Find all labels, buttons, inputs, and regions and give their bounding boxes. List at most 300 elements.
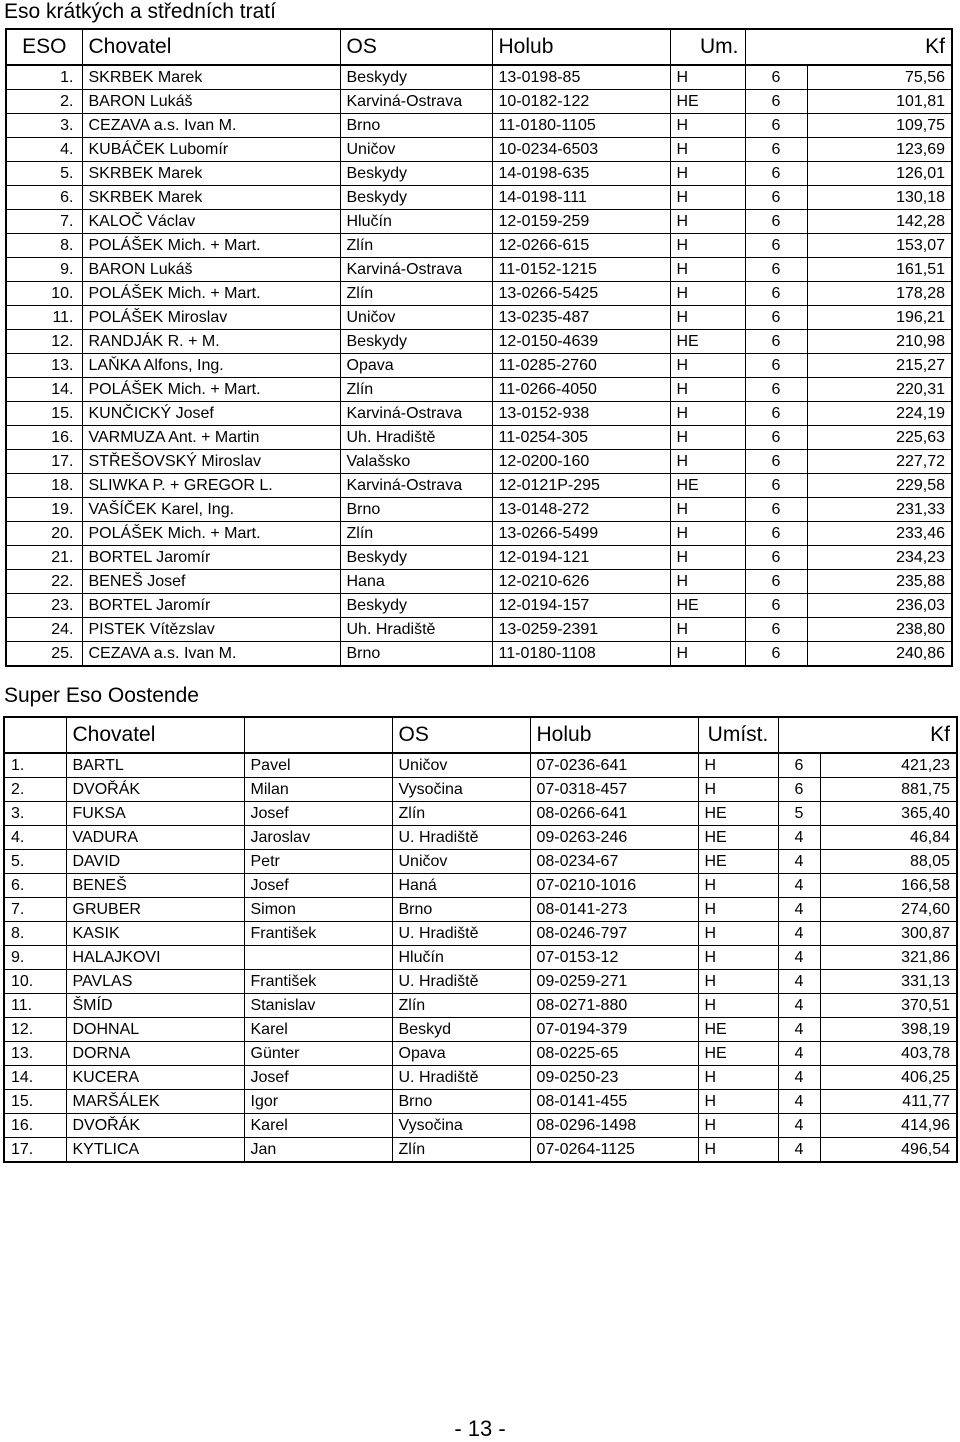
- table-cell: 08-0225-65: [530, 1042, 698, 1066]
- table-cell: 161,51: [807, 258, 952, 282]
- table-cell: 238,80: [807, 618, 952, 642]
- page-number: - 13 -: [454, 1416, 506, 1441]
- table-cell: Pavel: [244, 753, 392, 778]
- table-cell: H: [698, 994, 778, 1018]
- table-cell: 10.: [4, 970, 66, 994]
- table-cell: VADURA: [66, 826, 244, 850]
- table-cell: 08-0141-273: [530, 898, 698, 922]
- table-cell: František: [244, 922, 392, 946]
- table-cell: H: [670, 498, 745, 522]
- table-cell: ŠMÍD: [66, 994, 244, 1018]
- table-cell: H: [670, 426, 745, 450]
- table-cell: 4.: [6, 138, 82, 162]
- table-row: [6, 162, 952, 186]
- table-row: [4, 753, 957, 778]
- table-cell: 6: [778, 778, 820, 802]
- table-cell: 166,58: [820, 874, 957, 898]
- table-cell: 274,60: [820, 898, 957, 922]
- table-cell: Zlín: [340, 522, 492, 546]
- table-cell: 11.: [4, 994, 66, 1018]
- table-cell: 11-0266-4050: [492, 378, 670, 402]
- table-cell: 4: [778, 946, 820, 970]
- table-cell: 300,87: [820, 922, 957, 946]
- table-cell: 224,19: [807, 402, 952, 426]
- table-cell: DAVID: [66, 850, 244, 874]
- table-cell: Uh. Hradiště: [340, 618, 492, 642]
- table-cell: HE: [698, 826, 778, 850]
- table-cell: 11.: [6, 306, 82, 330]
- table-cell: 126,01: [807, 162, 952, 186]
- table-cell: 4: [778, 1018, 820, 1042]
- table-cell: H: [670, 282, 745, 306]
- table-cell: HE: [698, 850, 778, 874]
- table-cell: Beskyd: [392, 1018, 530, 1042]
- table-cell: 4.: [4, 826, 66, 850]
- table-cell: 13-0235-487: [492, 306, 670, 330]
- table-cell: 6: [745, 546, 807, 570]
- table-row: [6, 450, 952, 474]
- table-cell: U. Hradiště: [392, 826, 530, 850]
- table-row: [6, 402, 952, 426]
- table-cell: 6: [745, 594, 807, 618]
- table-cell: 08-0296-1498: [530, 1114, 698, 1138]
- table-cell: 4: [778, 874, 820, 898]
- table-cell: 225,63: [807, 426, 952, 450]
- table-cell: 6: [745, 522, 807, 546]
- table-cell: Opava: [392, 1042, 530, 1066]
- table-cell: 14.: [6, 378, 82, 402]
- table-cell: H: [670, 210, 745, 234]
- table-row: [4, 1018, 957, 1042]
- table-row: [4, 970, 957, 994]
- column-header: Kf: [778, 717, 957, 753]
- table-cell: KUBÁČEK Lubomír: [82, 138, 340, 162]
- table-row: [4, 826, 957, 850]
- table-cell: HE: [698, 1018, 778, 1042]
- table-cell: 12-0121P-295: [492, 474, 670, 498]
- table-cell: 229,58: [807, 474, 952, 498]
- table-row: [4, 1090, 957, 1114]
- table-cell: BARON Lukáš: [82, 90, 340, 114]
- table-cell: 07-0264-1125: [530, 1138, 698, 1163]
- table-row: [6, 426, 952, 450]
- table-cell: H: [670, 402, 745, 426]
- table-cell: BARTL: [66, 753, 244, 778]
- table-cell: 6.: [6, 186, 82, 210]
- table-cell: HE: [670, 90, 745, 114]
- table-cell: 13.: [6, 354, 82, 378]
- table-cell: Brno: [340, 642, 492, 667]
- table-cell: 13-0148-272: [492, 498, 670, 522]
- table-cell: 5.: [4, 850, 66, 874]
- table-cell: H: [698, 970, 778, 994]
- table-row: [6, 570, 952, 594]
- table-row: [4, 778, 957, 802]
- table-cell: 07-0153-12: [530, 946, 698, 970]
- table-cell: H: [670, 546, 745, 570]
- table-cell: 13.: [4, 1042, 66, 1066]
- table-cell: František: [244, 970, 392, 994]
- table-cell: U. Hradiště: [392, 970, 530, 994]
- table-row: [6, 546, 952, 570]
- table-cell: 6: [745, 450, 807, 474]
- table-cell: Jaroslav: [244, 826, 392, 850]
- table-cell: Karviná-Ostrava: [340, 402, 492, 426]
- table-cell: BARON Lukáš: [82, 258, 340, 282]
- table-row: [6, 522, 952, 546]
- table-row: [6, 65, 952, 90]
- table-cell: Opava: [340, 354, 492, 378]
- table-cell: 236,03: [807, 594, 952, 618]
- table1-title: Eso krátkých a středních tratí: [4, 0, 276, 23]
- table-cell: Valašsko: [340, 450, 492, 474]
- table-cell: 4: [778, 1138, 820, 1163]
- table-cell: 9.: [4, 946, 66, 970]
- table-cell: 10.: [6, 282, 82, 306]
- table-cell: Günter: [244, 1042, 392, 1066]
- table-cell: 6: [745, 498, 807, 522]
- table-cell: 6: [745, 570, 807, 594]
- table-cell: Josef: [244, 1066, 392, 1090]
- table-cell: HE: [670, 474, 745, 498]
- table-row: [6, 474, 952, 498]
- table-row: [4, 1138, 957, 1163]
- table-row: [4, 922, 957, 946]
- table-cell: Karviná-Ostrava: [340, 90, 492, 114]
- table-row: [6, 114, 952, 138]
- table-cell: 12-0159-259: [492, 210, 670, 234]
- table-cell: Beskydy: [340, 330, 492, 354]
- table-cell: Zlín: [392, 994, 530, 1018]
- table-cell: Petr: [244, 850, 392, 874]
- column-header: Chovatel: [66, 717, 244, 753]
- table-cell: H: [698, 922, 778, 946]
- table-cell: BENEŠ: [66, 874, 244, 898]
- table-cell: 231,33: [807, 498, 952, 522]
- table-row: [4, 994, 957, 1018]
- table-cell: 6: [745, 282, 807, 306]
- table-cell: 08-0234-67: [530, 850, 698, 874]
- table-cell: 12.: [4, 1018, 66, 1042]
- table-row: [6, 378, 952, 402]
- table-cell: H: [670, 306, 745, 330]
- table-cell: Simon: [244, 898, 392, 922]
- table-row: [4, 1066, 957, 1090]
- table-cell: 8.: [6, 234, 82, 258]
- table-cell: 220,31: [807, 378, 952, 402]
- table-cell: 07-0210-1016: [530, 874, 698, 898]
- table-row: [6, 306, 952, 330]
- table-row: [6, 618, 952, 642]
- table-cell: H: [670, 258, 745, 282]
- table-cell: 6: [745, 90, 807, 114]
- column-header: Chovatel: [82, 29, 340, 65]
- table-cell: Uničov: [392, 753, 530, 778]
- table-cell: 142,28: [807, 210, 952, 234]
- table-cell: Karviná-Ostrava: [340, 474, 492, 498]
- table-cell: 09-0263-246: [530, 826, 698, 850]
- column-header: OS: [392, 717, 530, 753]
- table-row: [6, 138, 952, 162]
- table-cell: 15.: [6, 402, 82, 426]
- table-cell: 13-0259-2391: [492, 618, 670, 642]
- table-cell: 1.: [6, 65, 82, 90]
- table-cell: SKRBEK Marek: [82, 186, 340, 210]
- table-cell: 2.: [6, 90, 82, 114]
- table-cell: 240,86: [807, 642, 952, 667]
- table-cell: 16.: [4, 1114, 66, 1138]
- table-cell: 6.: [4, 874, 66, 898]
- table-cell: 4: [778, 850, 820, 874]
- table-cell: 07-0318-457: [530, 778, 698, 802]
- table-cell: 12-0210-626: [492, 570, 670, 594]
- column-header: Holub: [530, 717, 698, 753]
- table-cell: 235,88: [807, 570, 952, 594]
- table-cell: 4: [778, 1042, 820, 1066]
- table-cell: 09-0250-23: [530, 1066, 698, 1090]
- table-cell: 4: [778, 970, 820, 994]
- table-cell: 6: [778, 753, 820, 778]
- table-cell: 6: [745, 402, 807, 426]
- table-cell: 12-0194-121: [492, 546, 670, 570]
- table-cell: H: [698, 753, 778, 778]
- table-cell: 7.: [6, 210, 82, 234]
- table-cell: 5.: [6, 162, 82, 186]
- table-cell: Zlín: [392, 802, 530, 826]
- table-cell: H: [698, 1138, 778, 1163]
- table-cell: 11-0180-1108: [492, 642, 670, 667]
- table-cell: 6: [745, 234, 807, 258]
- table-cell: 14-0198-111: [492, 186, 670, 210]
- table-cell: 6: [745, 258, 807, 282]
- table-cell: 1.: [4, 753, 66, 778]
- table-cell: GRUBER: [66, 898, 244, 922]
- table-cell: 46,84: [820, 826, 957, 850]
- table-cell: 13-0266-5425: [492, 282, 670, 306]
- table-cell: Stanislav: [244, 994, 392, 1018]
- table-cell: 6: [745, 354, 807, 378]
- table-cell: RANDJÁK R. + M.: [82, 330, 340, 354]
- table-cell: PISTEK Vítězslav: [82, 618, 340, 642]
- table-cell: 5: [778, 802, 820, 826]
- table-cell: 6: [745, 306, 807, 330]
- table-row: [6, 594, 952, 618]
- table-cell: SLIWKA P. + GREGOR L.: [82, 474, 340, 498]
- table-cell: Beskydy: [340, 65, 492, 90]
- table-cell: BENEŠ Josef: [82, 570, 340, 594]
- table-cell: 10-0182-122: [492, 90, 670, 114]
- table-cell: Zlín: [392, 1138, 530, 1163]
- table-row: [4, 946, 957, 970]
- table-cell: 210,98: [807, 330, 952, 354]
- table-row: [6, 642, 952, 667]
- table-cell: POLÁŠEK Mich. + Mart.: [82, 378, 340, 402]
- table-cell: VAŠÍČEK Karel, Ing.: [82, 498, 340, 522]
- table-cell: 233,46: [807, 522, 952, 546]
- table-cell: H: [698, 946, 778, 970]
- table-row: [6, 210, 952, 234]
- table-cell: MARŠÁLEK: [66, 1090, 244, 1114]
- table-cell: 101,81: [807, 90, 952, 114]
- table-cell: 08-0271-880: [530, 994, 698, 1018]
- table-cell: 75,56: [807, 65, 952, 90]
- table-cell: 370,51: [820, 994, 957, 1018]
- table-cell: 6: [745, 426, 807, 450]
- table-cell: 23.: [6, 594, 82, 618]
- table-cell: 178,28: [807, 282, 952, 306]
- table-cell: H: [670, 450, 745, 474]
- table-cell: Vysočina: [392, 778, 530, 802]
- table-cell: H: [670, 234, 745, 258]
- table-cell: 07-0236-641: [530, 753, 698, 778]
- table-row: [4, 874, 957, 898]
- column-header: Umíst.: [698, 717, 778, 753]
- table-cell: Uh. Hradiště: [340, 426, 492, 450]
- table-cell: Milan: [244, 778, 392, 802]
- table-cell: H: [698, 1114, 778, 1138]
- table-cell: H: [670, 138, 745, 162]
- table-cell: Beskydy: [340, 186, 492, 210]
- table-cell: KASIK: [66, 922, 244, 946]
- table-cell: 08-0246-797: [530, 922, 698, 946]
- table-cell: DORNA: [66, 1042, 244, 1066]
- table-cell: 13-0198-85: [492, 65, 670, 90]
- table-cell: Igor: [244, 1090, 392, 1114]
- table-cell: 421,23: [820, 753, 957, 778]
- table-row: [4, 802, 957, 826]
- table-cell: 4: [778, 1066, 820, 1090]
- table-cell: H: [670, 65, 745, 90]
- table-cell: Hlučín: [392, 946, 530, 970]
- table-cell: 18.: [6, 474, 82, 498]
- table-cell: HE: [670, 594, 745, 618]
- table-row: [6, 186, 952, 210]
- table-cell: PAVLAS: [66, 970, 244, 994]
- table-cell: Uničov: [340, 306, 492, 330]
- table-cell: 20.: [6, 522, 82, 546]
- table-cell: H: [670, 522, 745, 546]
- table-cell: 414,96: [820, 1114, 957, 1138]
- column-header: [244, 717, 392, 753]
- table-cell: 16.: [6, 426, 82, 450]
- table-row: [6, 354, 952, 378]
- table-cell: BORTEL Jaromír: [82, 594, 340, 618]
- table-header-row: [4, 717, 957, 753]
- table-cell: 6: [745, 162, 807, 186]
- table-cell: SKRBEK Marek: [82, 162, 340, 186]
- table-cell: Brno: [340, 498, 492, 522]
- table-cell: 109,75: [807, 114, 952, 138]
- table-cell: Josef: [244, 874, 392, 898]
- table-cell: 08-0266-641: [530, 802, 698, 826]
- table-cell: 24.: [6, 618, 82, 642]
- table-cell: CEZAVA a.s. Ivan M.: [82, 642, 340, 667]
- table-cell: Brno: [392, 1090, 530, 1114]
- table-cell: Karel: [244, 1114, 392, 1138]
- table-row: [6, 498, 952, 522]
- table-cell: DVOŘÁK: [66, 778, 244, 802]
- table-cell: H: [670, 570, 745, 594]
- table-row: [6, 234, 952, 258]
- table-cell: Hana: [340, 570, 492, 594]
- table-cell: 10-0234-6503: [492, 138, 670, 162]
- table-cell: 17.: [6, 450, 82, 474]
- table-cell: H: [670, 378, 745, 402]
- table-row: [6, 258, 952, 282]
- table-cell: 4: [778, 1114, 820, 1138]
- table-cell: Beskydy: [340, 594, 492, 618]
- table-cell: 12-0150-4639: [492, 330, 670, 354]
- table-cell: 321,86: [820, 946, 957, 970]
- table-cell: 6: [745, 330, 807, 354]
- table-cell: SKRBEK Marek: [82, 65, 340, 90]
- table-cell: 12-0194-157: [492, 594, 670, 618]
- table-cell: [244, 946, 392, 970]
- table-cell: BORTEL Jaromír: [82, 546, 340, 570]
- table-cell: H: [670, 114, 745, 138]
- column-header: ESO: [6, 29, 82, 65]
- table-cell: H: [670, 618, 745, 642]
- table-cell: 22.: [6, 570, 82, 594]
- table-cell: 07-0194-379: [530, 1018, 698, 1042]
- table-cell: 496,54: [820, 1138, 957, 1163]
- table-cell: 123,69: [807, 138, 952, 162]
- results-table-oostende: [3, 716, 958, 1163]
- table-cell: 15.: [4, 1090, 66, 1114]
- table-cell: 227,72: [807, 450, 952, 474]
- table-cell: Zlín: [340, 234, 492, 258]
- table-cell: 2.: [4, 778, 66, 802]
- table-cell: 08-0141-455: [530, 1090, 698, 1114]
- table-cell: 11-0254-305: [492, 426, 670, 450]
- column-header: Kf: [745, 29, 952, 65]
- table-cell: 17.: [4, 1138, 66, 1163]
- table-cell: Karviná-Ostrava: [340, 258, 492, 282]
- table-cell: 21.: [6, 546, 82, 570]
- table-header-row: [6, 29, 952, 65]
- table2-title: Super Eso Oostende: [4, 684, 199, 707]
- table-cell: 25.: [6, 642, 82, 667]
- table-cell: 6: [745, 65, 807, 90]
- table-cell: FUKSA: [66, 802, 244, 826]
- table-cell: H: [670, 642, 745, 667]
- table-cell: H: [698, 1090, 778, 1114]
- table-row: [4, 1114, 957, 1138]
- table-cell: U. Hradiště: [392, 922, 530, 946]
- table-cell: HE: [670, 330, 745, 354]
- table-cell: H: [698, 874, 778, 898]
- table-row: [6, 330, 952, 354]
- table-cell: 12-0266-615: [492, 234, 670, 258]
- table-cell: Beskydy: [340, 546, 492, 570]
- table-cell: 4: [778, 1090, 820, 1114]
- column-header: Holub: [492, 29, 670, 65]
- table-cell: H: [670, 162, 745, 186]
- table-row: [4, 1042, 957, 1066]
- table-cell: HE: [698, 1042, 778, 1066]
- column-header: [4, 717, 66, 753]
- table-cell: 12.: [6, 330, 82, 354]
- table-cell: Beskydy: [340, 162, 492, 186]
- table-cell: 11-0152-1215: [492, 258, 670, 282]
- table-cell: POLÁŠEK Mich. + Mart.: [82, 234, 340, 258]
- table-cell: 9.: [6, 258, 82, 282]
- table-cell: 09-0259-271: [530, 970, 698, 994]
- table-cell: POLÁŠEK Mich. + Mart.: [82, 282, 340, 306]
- table-cell: DOHNAL: [66, 1018, 244, 1042]
- table-cell: 196,21: [807, 306, 952, 330]
- table-cell: POLÁŠEK Miroslav: [82, 306, 340, 330]
